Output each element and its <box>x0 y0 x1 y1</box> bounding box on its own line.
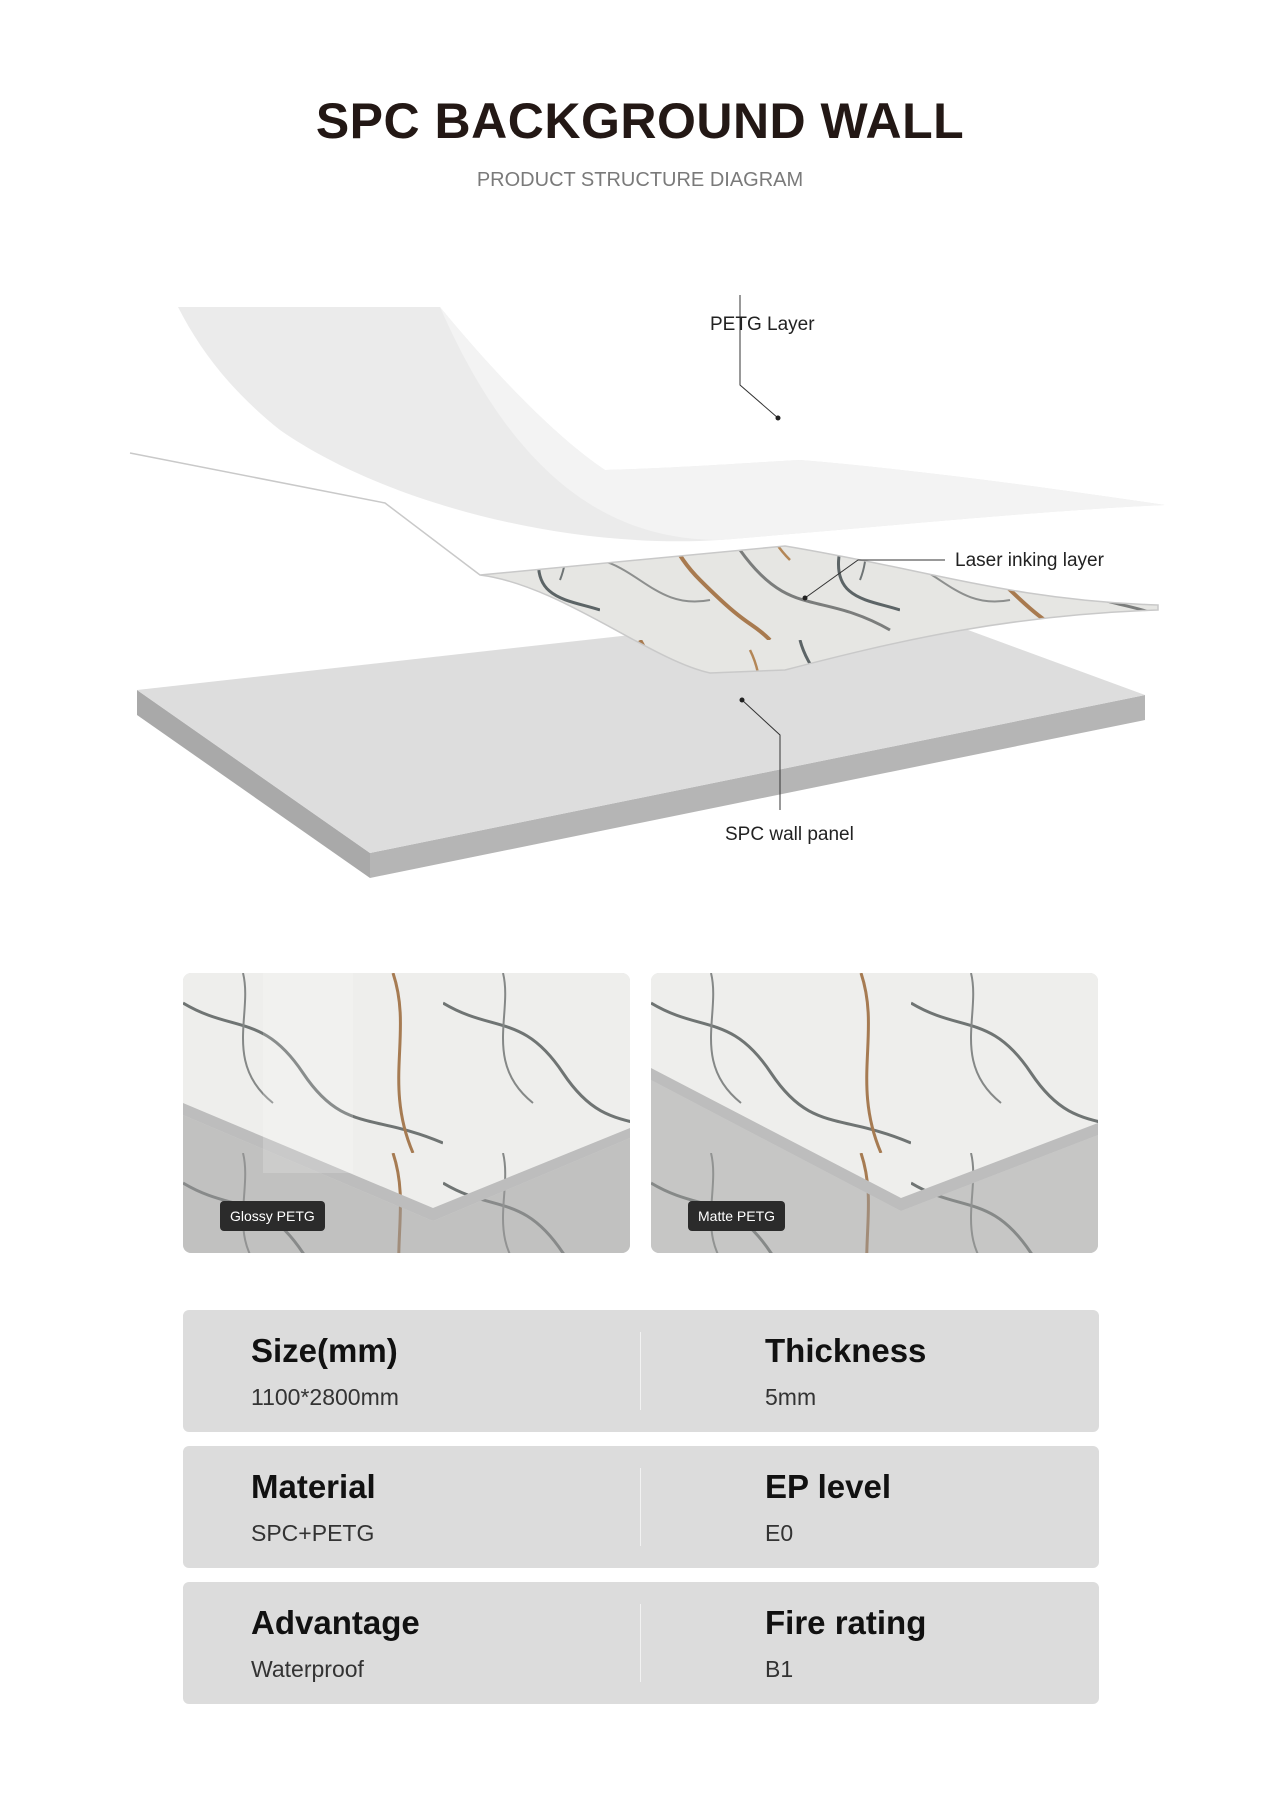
structure-diagram <box>0 240 1280 920</box>
spec-value: 1100*2800mm <box>251 1384 399 1410</box>
spec-row-size-thickness <box>183 1310 1099 1432</box>
spec-label: Size(mm) <box>251 1332 398 1369</box>
spec-value: 5mm <box>765 1384 817 1410</box>
spec-row-advantage-fire <box>183 1582 1099 1704</box>
petg-layer-label: PETG Layer <box>710 314 815 335</box>
glossy-petg-photo <box>183 973 630 1253</box>
matte-petg-label: Matte PETG <box>688 1201 785 1231</box>
laser-inking-layer-label: Laser inking layer <box>955 550 1104 571</box>
spec-label: Thickness <box>765 1332 927 1369</box>
spec-label: Advantage <box>251 1604 420 1641</box>
spc-wall-panel-label: SPC wall panel <box>725 824 854 845</box>
spec-divider <box>640 1332 641 1410</box>
spec-divider <box>640 1468 641 1546</box>
page-title: SPC BACKGROUND WALL <box>315 93 965 149</box>
glossy-petg-label: Glossy PETG <box>220 1201 325 1231</box>
spec-label: Material <box>251 1468 376 1505</box>
spec-label: Fire rating <box>765 1604 927 1641</box>
spec-row-material-ep <box>183 1446 1099 1568</box>
matte-petg-photo <box>651 973 1098 1253</box>
spec-label: EP level <box>765 1468 891 1505</box>
page-subtitle: PRODUCT STRUCTURE DIAGRAM <box>476 169 804 191</box>
spec-value: E0 <box>765 1520 794 1546</box>
spec-value: SPC+PETG <box>251 1520 375 1546</box>
spc-wall-panel <box>137 605 1145 878</box>
spec-value: Waterproof <box>251 1656 364 1682</box>
spec-value: B1 <box>765 1656 794 1682</box>
spec-divider <box>640 1604 641 1682</box>
petg-layer <box>178 307 1165 541</box>
